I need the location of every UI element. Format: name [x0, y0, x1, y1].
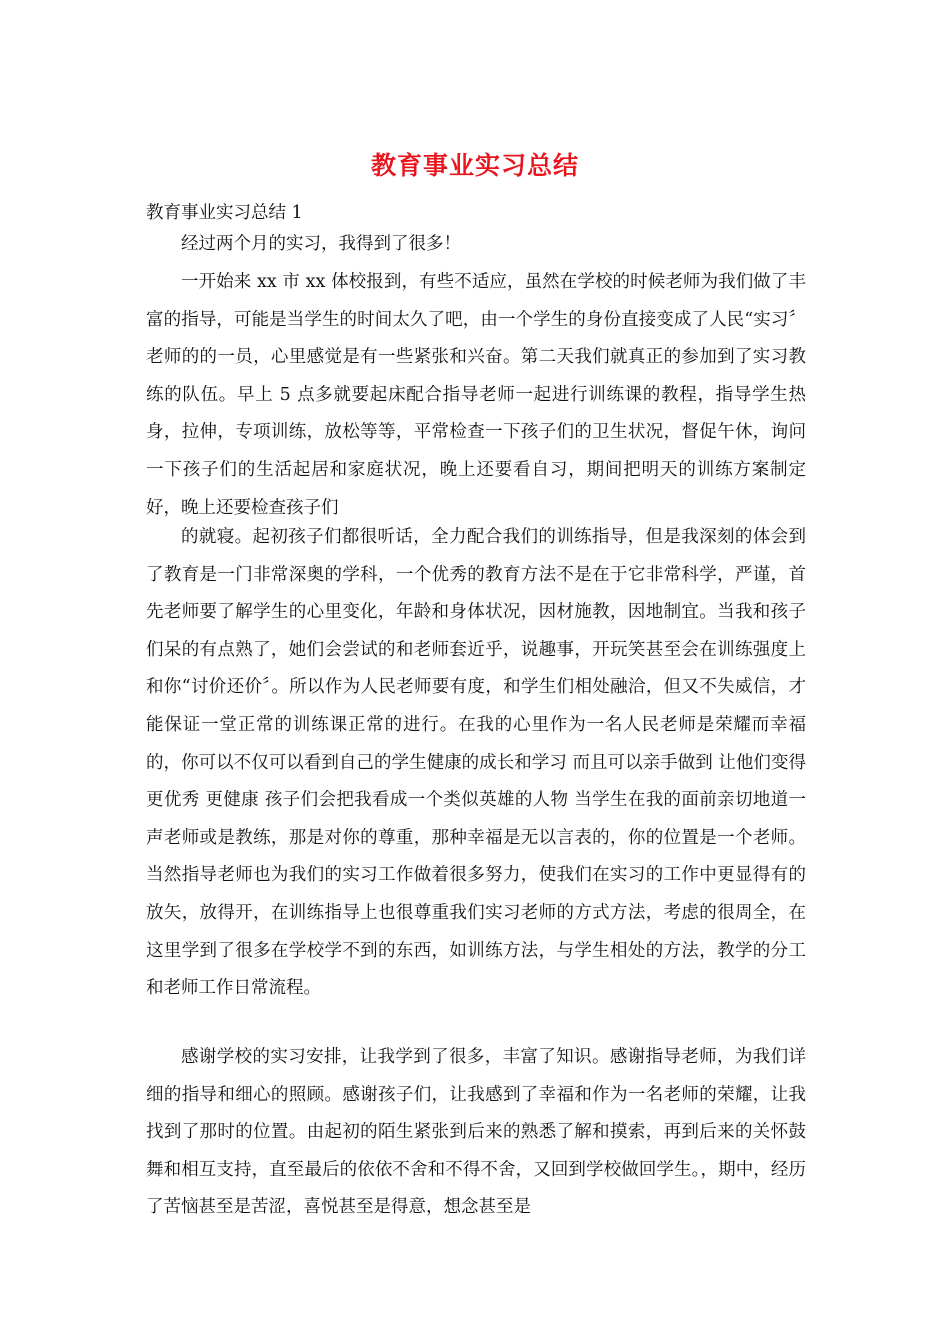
paragraph-3: 的就寝。起初孩子们都很听话，全力配合我们的训练指导，但是我深刻的体会到了教育是一门非常深奥的学科，一个优秀的教育方法不是在于它非常科学，严谨，首先老师要了解学生的心里变化，年龄和身体状况，因材施教，因地制宜。当我和孩子们呆的有点熟了，她们会尝试的和老师套近乎，说趣事，开玩笑甚至会在训练强度上和你“讨价还价〞。所以作为人民老师要有度，和学生们相处融洽，但又不失威信，才能保证一堂正常的训练课正常的进行。在我的心里作为一名人民老师是荣耀而幸福的，你可以不仅可以看到自己的学生健康的成长和学习 而且可以亲手做到 让他们变得更优秀 更健康 孩子们会把我看成一个类似英雄的人物 当学生在我的面前亲切地道一声老师或是教练，那是对你的尊重，那种幸福是无以言表的，你的位置是一个老师。当然指导老师也为我们的实习工作做着很多努力，使我们在实习的工作中更显得有的放矢，放得开，在训练指导上也很尊重我们实习老师的方式方法，考虑的很周全，在这里学到了很多在学校学不到的东西，如训练方法，与学生相处的方法，教学的分工和老师工作日常流程。 — [146, 527, 806, 999]
section-heading: 教育事业实习总结 1 — [146, 203, 303, 223]
paragraph-2: 一开始来 xx 市 xx 体校报到，有些不适应，虽然在学校的时候老师为我们做了丰富的指导，可能是当学生的时间太久了吧，由一个学生的身份直接变成了人民“实习〞老师的的一员，心里感觉是有一些紧张和兴奋。第二天我们就真正的参加到了实习教练的队伍。早上 5 点多就要起床配合指导老师一起进行训练课的教程，指导学生热身，拉伸，专项训练，放松等等，平常检查一下孩子们的卫生状况，督促午休，询问一下孩子们的生活起居和家庭状况，晚上还要看自习，期间把明天的训练方案制定好，晚上还要检查孩子们 — [146, 272, 806, 518]
paragraph-4: 感谢学校的实习安排，让我学到了很多，丰富了知识。感谢指导老师，为我们详细的指导和细心的照顾。感谢孩子们，让我感到了幸福和作为一名老师的荣耀，让我找到了那时的位置。由起初的陌生紧张到后来的熟悉了解和摸索，再到后来的关怀鼓舞和相互支持，直至最后的依依不舍和不得不舍，又回到学校做回学生。，期中，经历了苦恼甚至是苦涩，喜悦甚至是得意，想念甚至是 — [146, 1047, 806, 1218]
document-title: 教育事业实习总结 — [370, 151, 579, 180]
paragraph-1: 经过两个月的实习，我得到了很多！ — [181, 234, 461, 254]
